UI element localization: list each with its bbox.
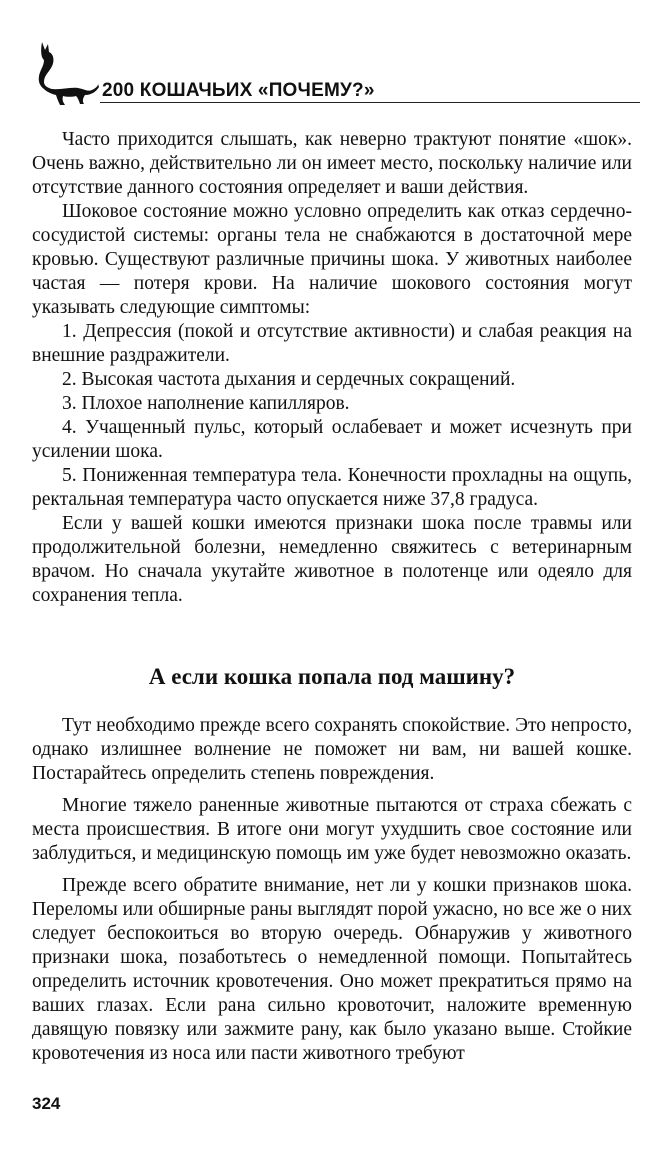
list-item: 5. Пониженная температура тела. Конечности прохладны на ощупь, ректальная температура часто опускается ниже 37,8 градуса. — [32, 465, 632, 510]
list-item: 2. Высокая частота дыхания и сердечных сокращений. — [62, 369, 516, 390]
page-number: 324 — [32, 1094, 61, 1113]
section-heading: А если кошка попала под машину? — [148, 664, 516, 689]
paragraph: Прежде всего обратите внимание, нет ли у кошки признаков шока. Переломы или обширные раны выглядят порой ужасно, но все же о них следует беспокоиться во вторую очередь. Обнаружив у животного признаки шока, позаботьтесь о немедленной помощи. Попытайтесь определить источник кровотечения. Оно может прекратиться прямо на ваших глазах. Если рана сильно кровоточит, наложите временную давящую повязку или зажмите рану, как было указано выше. Стойкие кровотечения из носа или пасти животного требуют — [32, 875, 632, 1064]
header-rule — [100, 102, 640, 103]
section-shock — [32, 128, 632, 608]
paragraph: Часто приходится слышать, как неверно трактуют понятие «шок». Очень важно, действительно ли он имеет место, поскольку наличие или отсутствие данного состояния определяет и ваши действия. — [32, 129, 632, 198]
paragraph: Если у вашей кошки имеются признаки шока после травмы или продолжительной болезни, немедленно свяжитесь с ветеринарным врачом. Но сначала укутайте животное в полотенце или одеяло для сохранения тепла. — [32, 513, 632, 606]
section-car-accident — [32, 714, 632, 1066]
list-item: 1. Депрессия (покой и отсутствие активности) и слабая реакция на внешние раздражители. — [32, 321, 632, 366]
paragraph: Шоковое состояние можно условно определить как отказ сердечно-сосудистой системы: органы тела не снабжаются в достаточной мере кровью. Существуют различные причины шока. У животных наиболее частая — потеря крови. На наличие шокового состояния могут указывать следующие симптомы: — [32, 201, 632, 318]
paragraph: Многие тяжело раненные животные пытаются от страха сбежать с места происшествия. В итоге они могут ухудшить свое состояние или заблудиться, и медицинскую помощь им уже будет невозможно оказать. — [32, 795, 632, 864]
list-item: 4. Учащенный пульс, который ослабевает и может исчезнуть при усилении шока. — [32, 417, 632, 462]
cat-silhouette-icon — [30, 40, 100, 108]
running-header-title: 200 КОШАЧЬИХ «ПОЧЕМУ?» — [102, 80, 375, 101]
list-item: 3. Плохое наполнение капилляров. — [62, 393, 350, 414]
paragraph: Тут необходимо прежде всего сохранять спокойствие. Это непросто, однако излишнее волнение не поможет ни вам, ни вашей кошке. Постарайтесь определить степень повреждения. — [32, 715, 632, 784]
running-header — [30, 40, 640, 110]
